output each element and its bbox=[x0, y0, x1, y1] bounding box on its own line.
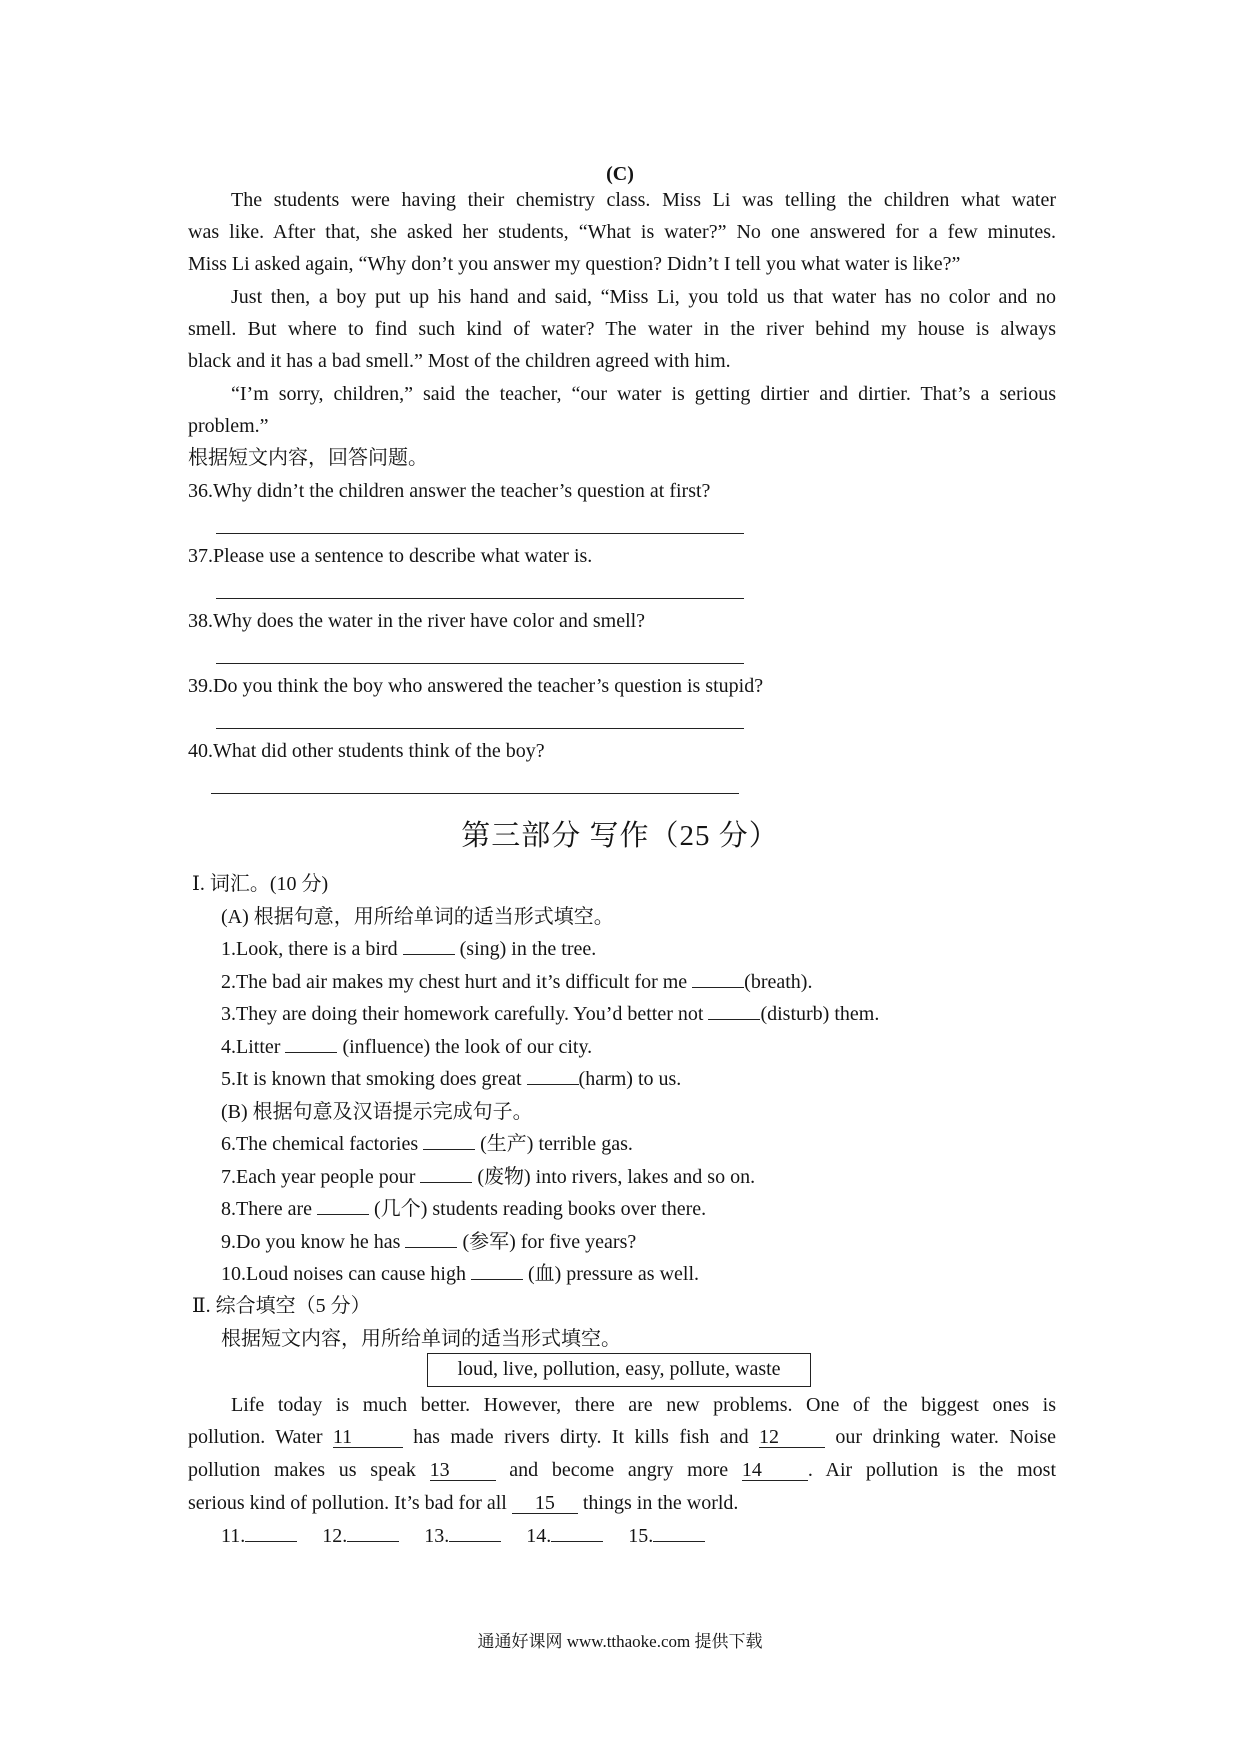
answer-blank-13[interactable] bbox=[449, 1523, 501, 1542]
answer-label-15: 15. bbox=[628, 1525, 654, 1547]
vocab-item-7: 7.Each year people pour (废物) into rivers, lakes and so on. bbox=[221, 1166, 756, 1188]
vocab-a-instruction: (A) 根据句意，用所给单词的适当形式填空。 bbox=[221, 906, 614, 928]
passage-line: was like. After that, she asked her students, “What is water?” No one answered for a few minutes. bbox=[188, 221, 1056, 243]
question-37: 37.Please use a sentence to describe what water is. bbox=[188, 545, 593, 567]
answer-blank-15[interactable] bbox=[653, 1523, 705, 1542]
vocab-item-9: 9.Do you know he has (参军) for five years? bbox=[221, 1231, 637, 1253]
cloze-line: serious kind of pollution. It’s bad for all 15 things in the world. bbox=[188, 1492, 739, 1514]
vocab-item-4: 4.Litter (influence) the look of our city. bbox=[221, 1036, 593, 1058]
fill-blank[interactable] bbox=[423, 1131, 475, 1150]
fill-blank[interactable] bbox=[420, 1164, 472, 1183]
cloze-blank-12[interactable]: 12 bbox=[759, 1427, 825, 1448]
question-40: 40.What did other students think of the boy? bbox=[188, 740, 545, 762]
cloze-instruction: 根据短文内容，用所给单词的适当形式填空。 bbox=[221, 1328, 621, 1350]
vocab-item-3: 3.They are doing their homework carefully. You’d better not (disturb) them. bbox=[221, 1003, 880, 1025]
fill-blank[interactable] bbox=[317, 1196, 369, 1215]
fill-blank[interactable] bbox=[285, 1034, 337, 1053]
passage-line: black and it has a bad smell.” Most of the children agreed with him. bbox=[188, 350, 731, 372]
answer-blank-11[interactable] bbox=[245, 1523, 297, 1542]
vocab-item-1: 1.Look, there is a bird (sing) in the tree. bbox=[221, 938, 597, 960]
vocab-item-10: 10.Loud noises can cause high (血) pressure as well. bbox=[221, 1263, 700, 1285]
passage-line: problem.” bbox=[188, 415, 269, 437]
fill-blank[interactable] bbox=[403, 936, 455, 955]
section-c-title: (C) bbox=[606, 163, 634, 185]
cloze-line: Life today is much better. However, there are new problems. One of the biggest ones is bbox=[231, 1394, 1056, 1416]
fill-blank[interactable] bbox=[692, 969, 744, 988]
fill-blank[interactable] bbox=[527, 1066, 579, 1085]
cloze-blank-14[interactable]: 14 bbox=[742, 1460, 808, 1481]
vocab-item-6: 6.The chemical factories (生产) terrible gas. bbox=[221, 1133, 633, 1155]
fill-blank[interactable] bbox=[471, 1261, 523, 1280]
answer-label-11: 11. bbox=[221, 1525, 246, 1547]
answer-line-39[interactable] bbox=[216, 728, 744, 729]
word-bank-box: loud, live, pollution, easy, pollute, waste bbox=[427, 1353, 811, 1387]
answer-line-40[interactable] bbox=[211, 793, 739, 794]
answer-blank-12[interactable] bbox=[347, 1523, 399, 1542]
passage-line: smell. But where to find such kind of water? The water in the river behind my house is always bbox=[188, 318, 1056, 340]
fill-blank[interactable] bbox=[708, 1001, 760, 1020]
vocab-item-5: 5.It is known that smoking does great (harm) to us. bbox=[221, 1068, 682, 1090]
answer-line-38[interactable] bbox=[216, 663, 744, 664]
vocab-b-instruction: (B) 根据句意及汉语提示完成句子。 bbox=[221, 1101, 533, 1123]
footer-credit: 通通好课网 www.tthaoke.com 提供下载 bbox=[477, 1632, 763, 1651]
cloze-blank-11[interactable]: 11 bbox=[333, 1427, 403, 1448]
answer-line-36[interactable] bbox=[216, 533, 744, 534]
answer-label-14: 14. bbox=[526, 1525, 552, 1547]
passage-line: The students were having their chemistry class. Miss Li was telling the children what water bbox=[231, 189, 1056, 211]
passage-line: Miss Li asked again, “Why don’t you answer my question? Didn’t I tell you what water is like?” bbox=[188, 253, 961, 275]
vocab-item-2: 2.The bad air makes my chest hurt and it’s difficult for me (breath). bbox=[221, 971, 813, 993]
answer-label-13: 13. bbox=[424, 1525, 450, 1547]
passage-line: “I’m sorry, children,” said the teacher, “our water is getting dirtier and dirtier. That’s a serious bbox=[231, 383, 1056, 405]
cloze-blank-15[interactable]: 15 bbox=[512, 1493, 578, 1514]
question-36: 36.Why didn’t the children answer the teacher’s question at first? bbox=[188, 480, 711, 502]
question-38: 38.Why does the water in the river have color and smell? bbox=[188, 610, 646, 632]
question-39: 39.Do you think the boy who answered the teacher’s question is stupid? bbox=[188, 675, 764, 697]
part-three-title: 第三部分 写作（25 分） bbox=[461, 820, 779, 852]
answer-blank-14[interactable] bbox=[551, 1523, 603, 1542]
answer-line-37[interactable] bbox=[216, 598, 744, 599]
cloze-line: pollution makes us speak 13 and become angry more 14 . Air pollution is the most bbox=[188, 1459, 1057, 1481]
cloze-blank-13[interactable]: 13 bbox=[430, 1460, 496, 1481]
answer-label-12: 12. bbox=[322, 1525, 348, 1547]
cloze-line: pollution. Water 11 has made rivers dirty. It kills fish and 12 our drinking water. Noise bbox=[188, 1426, 1056, 1448]
cloze-answer-row bbox=[221, 1522, 725, 1550]
instruction-text: 根据短文内容，回答问题。 bbox=[188, 447, 428, 469]
fill-blank[interactable] bbox=[405, 1229, 457, 1248]
cloze-heading: Ⅱ. 综合填空（5 分） bbox=[192, 1295, 371, 1317]
vocab-heading: Ⅰ. 词汇。(10 分) bbox=[192, 873, 329, 895]
passage-line: Just then, a boy put up his hand and said, “Miss Li, you told us that water has no color and no bbox=[231, 286, 1056, 308]
vocab-item-8: 8.There are (几个) students reading books over there. bbox=[221, 1198, 707, 1220]
